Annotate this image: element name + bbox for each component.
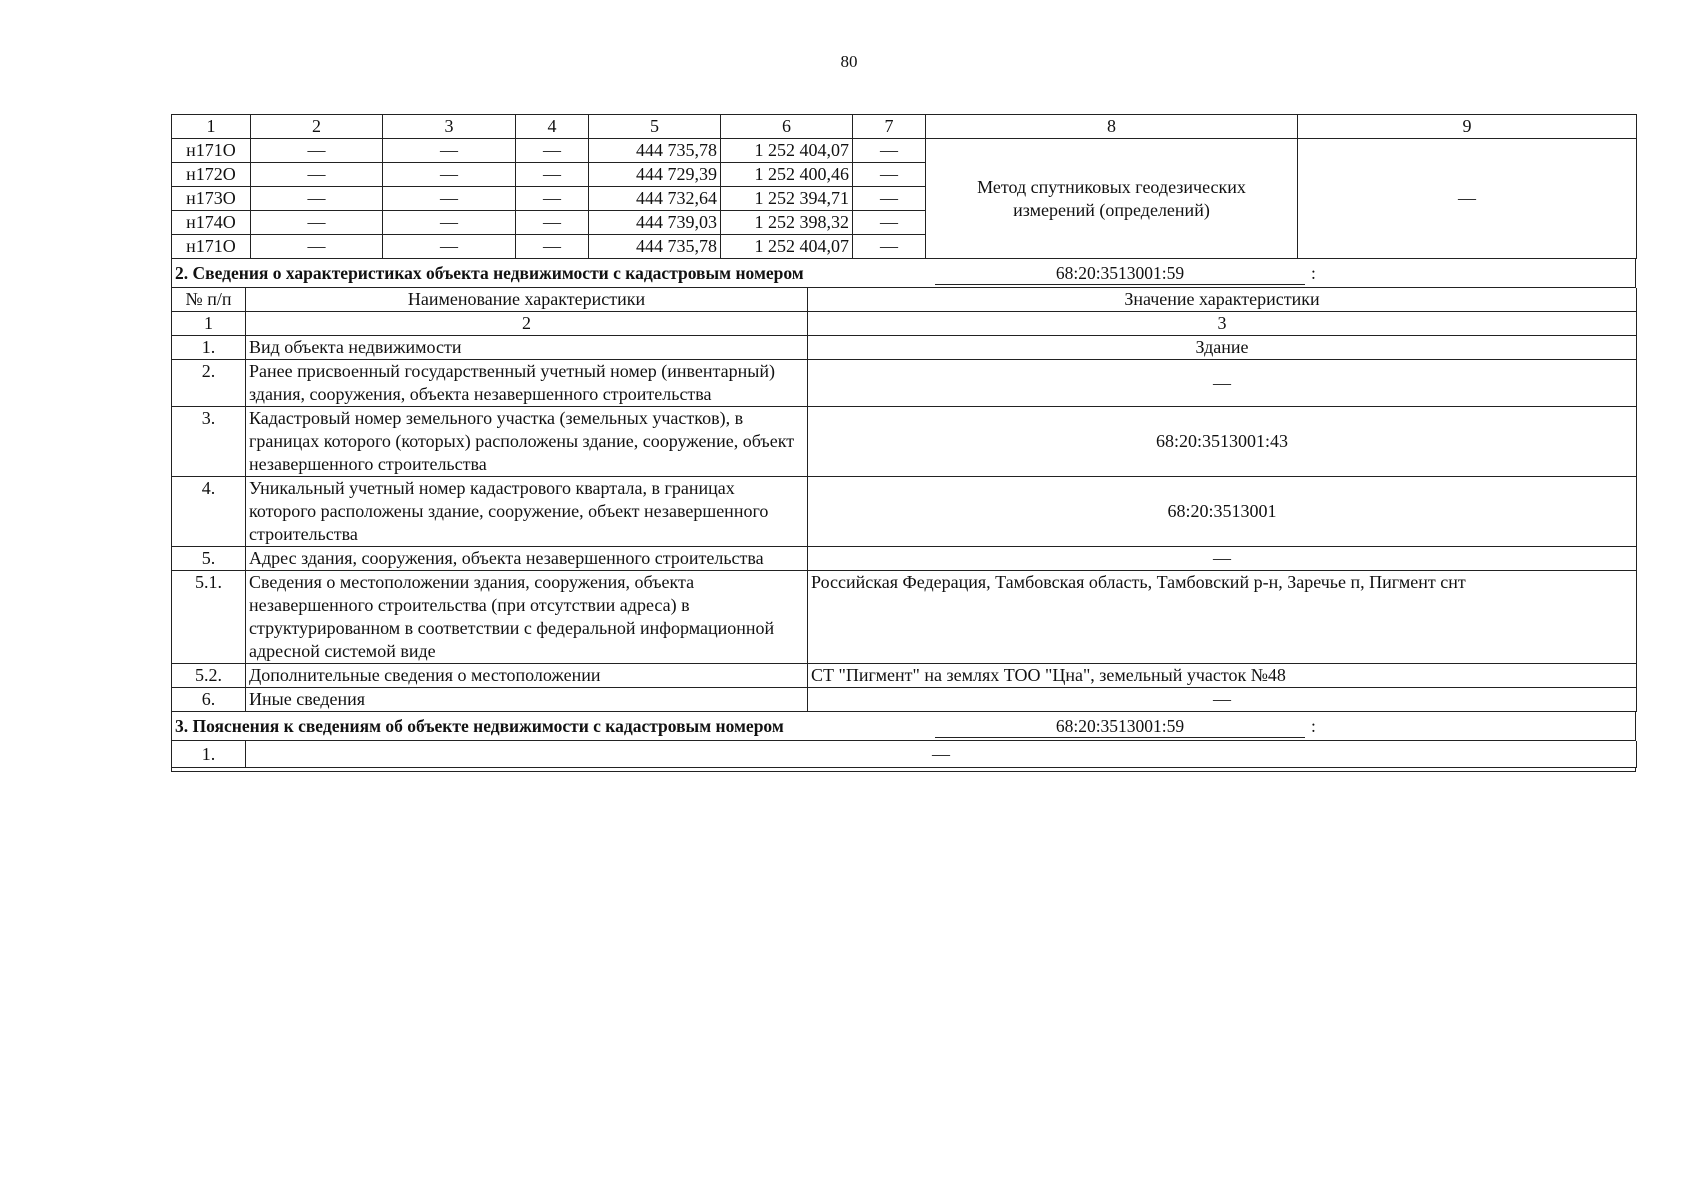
- characteristic-name: Вид объекта недвижимости: [246, 336, 808, 360]
- row-number: 5.: [172, 547, 246, 571]
- coord-x: 444 735,78: [589, 235, 721, 259]
- header-cell: 2: [251, 115, 383, 139]
- characteristics-header-row: [172, 288, 1637, 312]
- row-number: 4.: [172, 477, 246, 547]
- section3-cadastral-number: 68:20:3513001:59: [935, 715, 1305, 738]
- table-row: [172, 547, 1637, 571]
- header-cell: № п/п: [172, 288, 246, 312]
- coord-y: 1 252 404,07: [721, 139, 853, 163]
- coord-y: 1 252 400,46: [721, 163, 853, 187]
- coord-x: 444 739,03: [589, 211, 721, 235]
- table-cell: —: [853, 163, 926, 187]
- header-cell: 1: [172, 312, 246, 336]
- table-cell: —: [516, 187, 589, 211]
- table-cell: —: [251, 235, 383, 259]
- coordinates-header-row: [172, 115, 1637, 139]
- coordinates-table: [171, 114, 1637, 259]
- section2-title: 2. Сведения о характеристиках объекта недвижимости с кадастровым номером: [175, 262, 804, 283]
- section3-title: 3. Пояснения к сведениям об объекте недвижимости с кадастровым номером: [175, 715, 784, 736]
- header-cell: 7: [853, 115, 926, 139]
- point-name: н172О: [172, 163, 251, 187]
- row-number: 3.: [172, 407, 246, 477]
- table-row: [172, 139, 1637, 163]
- explanations-table: [171, 741, 1637, 768]
- table-cell: —: [383, 163, 516, 187]
- point-name: н171О: [172, 235, 251, 259]
- table-cell: —: [383, 187, 516, 211]
- section2-title-row: [171, 259, 1636, 288]
- table-cell: —: [251, 139, 383, 163]
- coord-x: 444 735,78: [589, 139, 721, 163]
- characteristic-name: Адрес здания, сооружения, объекта незавершенного строительства: [246, 547, 808, 571]
- coord-x: 444 732,64: [589, 187, 721, 211]
- section2-colon: :: [1311, 262, 1316, 283]
- table-cell: —: [516, 139, 589, 163]
- coord-y: 1 252 394,71: [721, 187, 853, 211]
- bottom-rule: [171, 768, 1636, 772]
- row-number: 5.2.: [172, 664, 246, 688]
- row-number: 2.: [172, 360, 246, 407]
- section3-colon: :: [1311, 715, 1316, 736]
- characteristic-name: Ранее присвоенный государственный учетный номер (инвентарный) здания, сооружения, объекта незавершенного строительства: [246, 360, 808, 407]
- table-cell: —: [516, 211, 589, 235]
- table-row: [172, 336, 1637, 360]
- header-cell: Наименование характеристики: [246, 288, 808, 312]
- characteristics-table: [171, 288, 1637, 712]
- table-cell: —: [251, 211, 383, 235]
- coord-y: 1 252 398,32: [721, 211, 853, 235]
- table-row: [172, 477, 1637, 547]
- characteristic-name: Дополнительные сведения о местоположении: [246, 664, 808, 688]
- table-cell: —: [516, 235, 589, 259]
- coord-y: 1 252 404,07: [721, 235, 853, 259]
- table-cell: —: [853, 235, 926, 259]
- characteristic-name: Иные сведения: [246, 688, 808, 712]
- table-cell: —: [251, 187, 383, 211]
- document-body: [171, 114, 1636, 772]
- table-cell: —: [383, 139, 516, 163]
- characteristic-value: Здание: [808, 336, 1637, 360]
- page-number: 80: [840, 52, 858, 71]
- table-cell: —: [251, 163, 383, 187]
- table-cell: —: [383, 211, 516, 235]
- table-cell: —: [516, 163, 589, 187]
- header-cell: Значение характеристики: [808, 288, 1637, 312]
- explanation-value: —: [246, 741, 1637, 768]
- characteristic-name: Кадастровый номер земельного участка (земельных участков), в границах которого (которых) расположены здание, сооружение, объект незавершенного строительства: [246, 407, 808, 477]
- row-number: 1.: [172, 336, 246, 360]
- point-name: н171О: [172, 139, 251, 163]
- table-cell: —: [853, 211, 926, 235]
- header-cell: 3: [808, 312, 1637, 336]
- table-row: [172, 664, 1637, 688]
- characteristic-value: —: [808, 547, 1637, 571]
- row-number: 5.1.: [172, 571, 246, 664]
- characteristic-value: Российская Федерация, Тамбовская область, Тамбовский р-н, Заречье п, Пигмент снт: [808, 571, 1637, 664]
- row-number: 1.: [172, 741, 246, 768]
- characteristic-name: Сведения о местоположении здания, сооружения, объекта незавершенного строительства (при отсутствии адреса) в структурированном в соответствии с федеральной информационной адресной системой виде: [246, 571, 808, 664]
- characteristic-value: 68:20:3513001:43: [808, 407, 1637, 477]
- row-number: 6.: [172, 688, 246, 712]
- table-row: [172, 571, 1637, 664]
- header-cell: 8: [926, 115, 1298, 139]
- table-row: [172, 688, 1637, 712]
- section2-cadastral-number: 68:20:3513001:59: [935, 262, 1305, 285]
- header-cell: 9: [1298, 115, 1637, 139]
- header-cell: 6: [721, 115, 853, 139]
- table-row: [172, 741, 1637, 768]
- header-cell: 3: [383, 115, 516, 139]
- point-name: н173О: [172, 187, 251, 211]
- characteristics-header-nums: [172, 312, 1637, 336]
- header-cell: 1: [172, 115, 251, 139]
- section3-title-row: [171, 712, 1636, 741]
- coord-x: 444 729,39: [589, 163, 721, 187]
- header-cell: 2: [246, 312, 808, 336]
- point-name: н174О: [172, 211, 251, 235]
- header-cell: 4: [516, 115, 589, 139]
- characteristic-value: —: [808, 360, 1637, 407]
- table-cell: —: [853, 187, 926, 211]
- characteristic-value: 68:20:3513001: [808, 477, 1637, 547]
- table-row: [172, 407, 1637, 477]
- characteristic-name: Уникальный учетный номер кадастрового квартала, в границах которого расположены здание, сооружение, объект незавершенного строительства: [246, 477, 808, 547]
- characteristic-value: СТ "Пигмент" на землях ТОО "Цна", земельный участок №48: [808, 664, 1637, 688]
- header-cell: 5: [589, 115, 721, 139]
- col9-cell: —: [1298, 139, 1637, 259]
- table-cell: —: [383, 235, 516, 259]
- table-cell: —: [853, 139, 926, 163]
- method-cell: Метод спутниковых геодезических измерений (определений): [926, 139, 1298, 259]
- table-row: [172, 360, 1637, 407]
- characteristic-value: —: [808, 688, 1637, 712]
